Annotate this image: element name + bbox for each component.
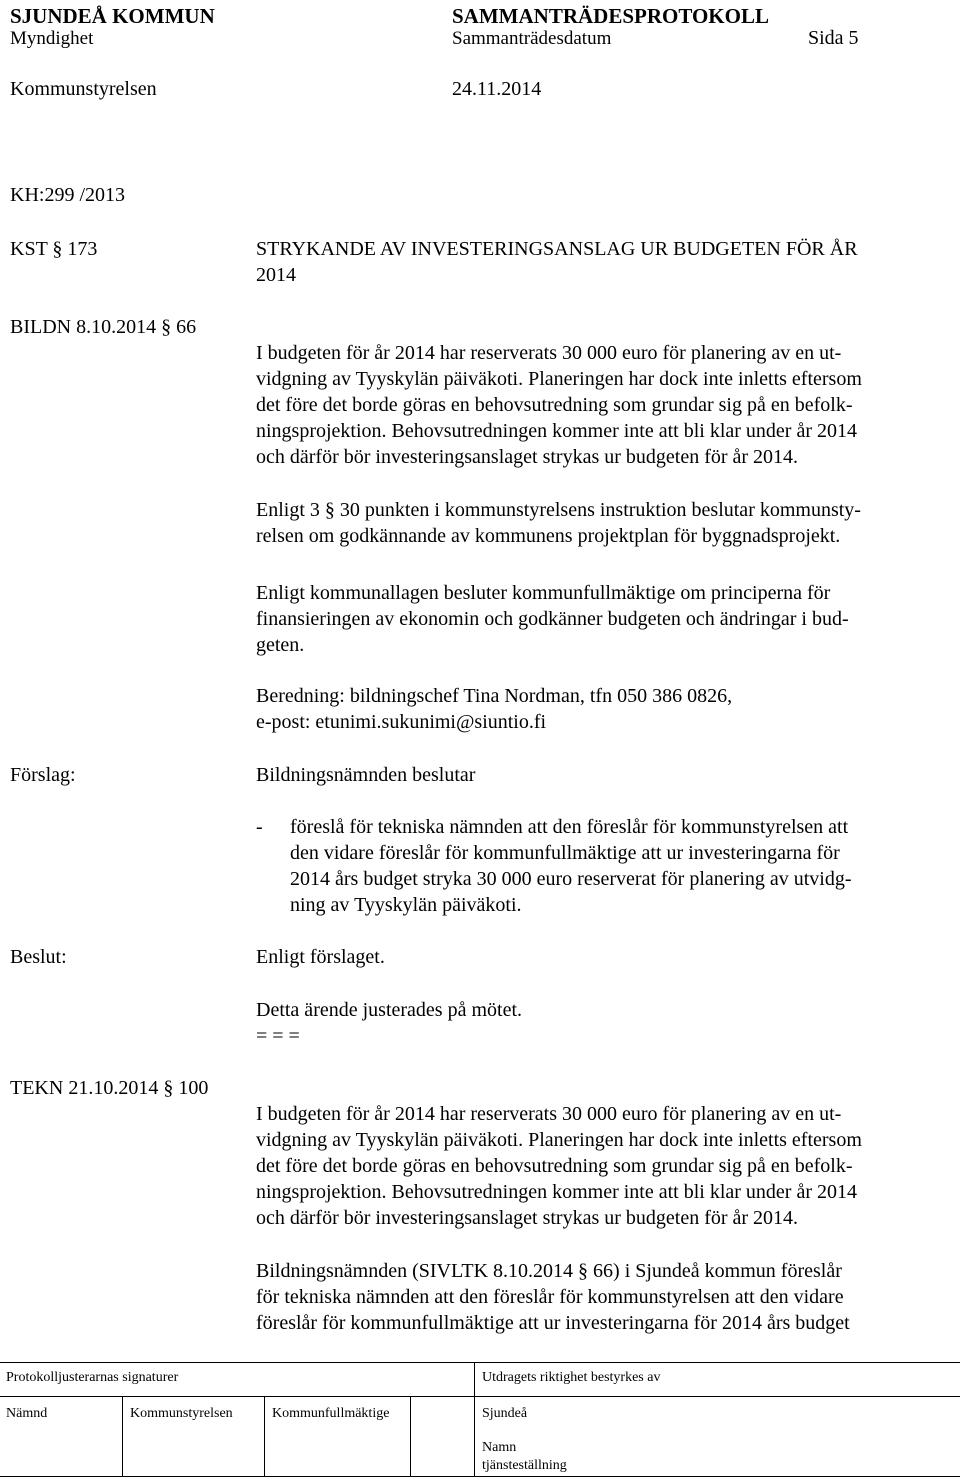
meeting-date-label: Sammanträdesdatum — [452, 28, 612, 49]
text-line: Bildningsnämnden (SIVLTK 8.10.2014 § 66) i Sjundeå kommun föreslår — [256, 1260, 842, 1282]
text-line: och därför bör investeringsanslaget strykas ur budgeten för år 2014. — [256, 1207, 799, 1229]
footer-divider — [474, 1362, 475, 1477]
decision-text: Enligt förslaget. — [256, 946, 385, 968]
text-line: e-post: etunimi.sukunimi@siuntio.fi — [256, 711, 547, 733]
ref-kst: KST § 173 — [10, 238, 98, 260]
paragraph-instruction — [256, 497, 946, 549]
text-line: Enligt 3 § 30 punkten i kommunstyrelsens instruktion beslutar kommunsty- — [256, 499, 861, 521]
paragraph-municipal-law — [256, 580, 946, 658]
section-title — [256, 236, 946, 288]
certified-position-label: tjänsteställning — [482, 1458, 567, 1473]
footer-mid-rule — [0, 1396, 960, 1397]
meeting-date-value: 24.11.2014 — [452, 78, 542, 100]
text-line: och därför bör investeringsanslaget strykas ur budgeten för år 2014. — [256, 446, 799, 468]
text-line: Enligt kommunallagen besluter kommunfullmäktige om principerna för — [256, 582, 831, 604]
text-line: ningsprojektion. Behovsutredningen kommer inte att bli klar under år 2014 — [256, 1181, 857, 1203]
authority-label: Myndighet — [10, 28, 94, 49]
text-line: finansieringen av ekonomin och godkänner budgeten och ändringar i bud- — [256, 608, 849, 630]
text-line: ningsprojektion. Behovsutredningen kommer inte att bli klar under år 2014 — [256, 420, 857, 442]
municipality-name: SJUNDEÅ KOMMUN — [10, 4, 215, 28]
footer-bottom-rule — [0, 1476, 960, 1477]
title-line: 2014 — [256, 264, 296, 286]
certified-label: Utdragets riktighet bestyrkes av — [482, 1370, 661, 1385]
text-line: föreslå för tekniska nämnden att den föreslår för kommunstyrelsen att — [290, 816, 849, 838]
paragraph-budget-repeat — [256, 1101, 946, 1231]
signatures-label: Protokolljusterarnas signaturer — [6, 1370, 179, 1385]
ref-kh: KH:299 /2013 — [10, 184, 125, 206]
col-board: Nämnd — [6, 1406, 48, 1421]
authority-value: Kommunstyrelsen — [10, 78, 157, 100]
footer-col-divider — [122, 1396, 123, 1477]
paragraph-committee-proposal — [256, 1258, 946, 1336]
proposal-label: Förslag: — [10, 764, 76, 786]
decision-label: Beslut: — [10, 946, 67, 968]
ref-tekn: TEKN 21.10.2014 § 100 — [10, 1077, 209, 1099]
col-municipal-board: Kommunstyrelsen — [130, 1406, 233, 1421]
col-municipal-council: Kommunfullmäktige — [272, 1406, 390, 1421]
proposal-intro: Bildningsnämnden beslutar — [256, 764, 476, 786]
text-line: geten. — [256, 634, 305, 656]
paragraph-budget — [256, 340, 946, 470]
preparation-contact — [256, 683, 946, 735]
text-line: relsen om godkännande av kommunens projektplan för byggnadsprojekt. — [256, 525, 841, 547]
title-line: STRYKANDE AV INVESTERINGSANSLAG UR BUDGETEN FÖR ÅR — [256, 238, 858, 260]
text-line: 2014 års budget stryka 30 000 euro reserverat för planering av utvidg- — [290, 868, 852, 890]
text-line: I budgeten för år 2014 har reserverats 30 000 euro för planering av en ut- — [256, 1103, 842, 1125]
certified-place: Sjundeå — [482, 1406, 528, 1421]
footer-top-rule — [0, 1362, 960, 1363]
certified-name-label: Namn — [482, 1440, 517, 1455]
text-line: ning av Tyyskylän päiväkoti. — [290, 894, 522, 916]
text-line: den vidare föreslår för kommunfullmäktige att ur investeringarna för — [290, 842, 840, 864]
proposal-item — [290, 814, 852, 918]
text-line: det före det borde göras en behovsutredning som grundar sig på en befolk- — [256, 394, 853, 416]
page-number: Sida 5 — [808, 27, 859, 49]
text-line: vidgning av Tyyskylän päiväkoti. Planeringen har dock inte inletts eftersom — [256, 1129, 862, 1151]
approval-note: Detta ärende justerades på mötet. — [256, 999, 522, 1021]
footer-col-divider — [410, 1396, 411, 1477]
document-type: SAMMANTRÄDESPROTOKOLL — [452, 4, 769, 28]
text-line: Beredning: bildningschef Tina Nordman, tfn 050 386 0826, — [256, 685, 733, 707]
separator: = = = — [256, 1025, 300, 1047]
text-line: för tekniska nämnden att den föreslår för kommunstyrelsen att den vidare — [256, 1286, 844, 1308]
text-line: föreslår för kommunfullmäktige att ur investeringarna för 2014 års budget — [256, 1312, 850, 1334]
ref-bildn: BILDN 8.10.2014 § 66 — [10, 316, 197, 338]
text-line: det före det borde göras en behovsutredning som grundar sig på en befolk- — [256, 1155, 853, 1177]
footer-col-divider — [264, 1396, 265, 1477]
proposal-dash: - — [256, 816, 263, 838]
text-line: I budgeten för år 2014 har reserverats 30 000 euro för planering av en ut- — [256, 342, 842, 364]
text-line: vidgning av Tyyskylän päiväkoti. Planeringen har dock inte inletts eftersom — [256, 368, 862, 390]
